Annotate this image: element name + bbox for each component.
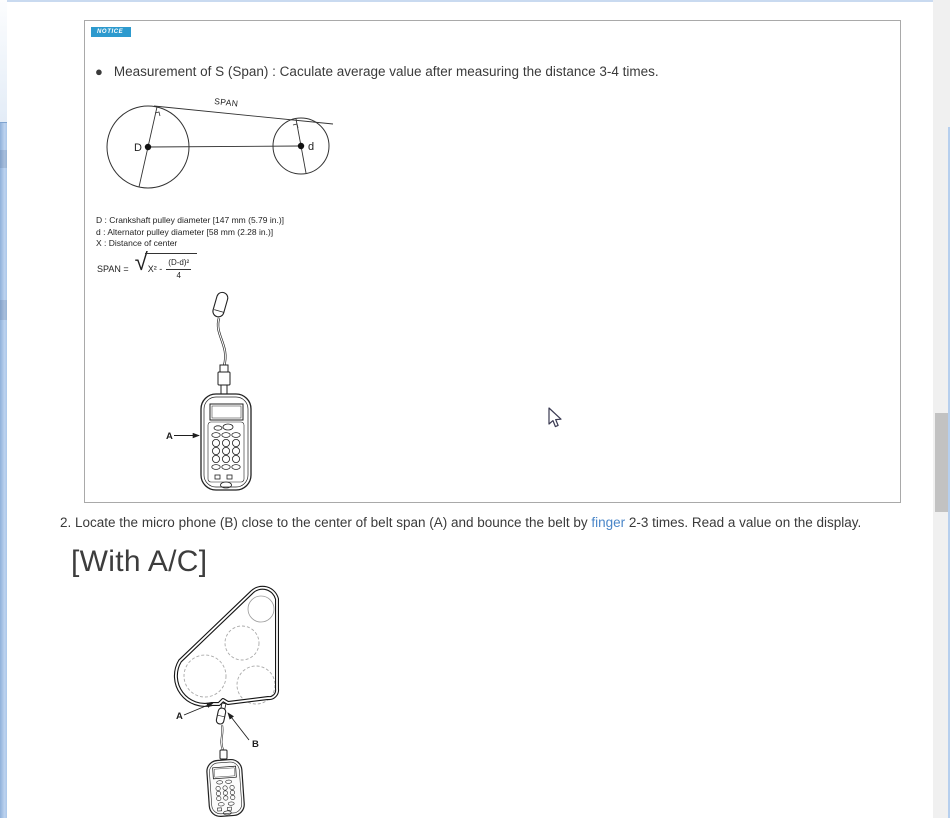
top-edge-line	[7, 0, 933, 2]
step-2-text	[60, 515, 861, 530]
definition-line: X : Distance of center	[96, 238, 178, 248]
pulley-circle-dashed	[225, 626, 259, 660]
meter-body	[206, 759, 245, 817]
left-strip-top	[0, 0, 7, 122]
radical-sign: √	[134, 249, 148, 276]
vertical-scrollbar-thumb[interactable]	[935, 413, 948, 512]
left-panel-scrollbar[interactable]	[0, 0, 7, 818]
large-pulley-label: D	[134, 142, 142, 154]
formula-lhs: SPAN =	[97, 263, 129, 274]
label-b-arrow	[228, 713, 249, 740]
pulley-span-diagram	[96, 93, 341, 201]
step-number: 2.	[60, 515, 72, 530]
ac-label-b: B	[252, 739, 259, 750]
meter-display	[210, 404, 243, 420]
span-label: SPAN	[213, 96, 239, 109]
serpentine-belt	[176, 588, 277, 705]
probe-cable	[218, 318, 225, 366]
fraction-denominator: 4	[176, 270, 181, 280]
bullet-text: Measurement of S (Span) : Caculate average value after measuring the distance 3-4 times.	[113, 64, 659, 79]
ac-label-a: A	[176, 711, 183, 722]
microphone-probe	[212, 291, 229, 318]
pulley-definitions	[96, 215, 284, 250]
left-strip-mark	[0, 300, 7, 320]
step-text-after: 2-3 times. Read a value on the display.	[625, 515, 862, 530]
formula-fraction	[166, 258, 191, 280]
mouse-cursor	[545, 406, 563, 430]
pulley-circle-dashed	[184, 655, 226, 697]
pulley-circle	[248, 596, 274, 622]
definition-line: d : Alternator pulley diameter [58 mm (2.28 in.)]	[96, 226, 274, 237]
notice-badge: NOTICE	[91, 27, 131, 37]
section-heading-with-ac: [With A/C]	[71, 545, 208, 578]
finger-link[interactable]: finger	[591, 515, 626, 530]
formula-radicand: X² -	[147, 264, 163, 275]
notice-bullet-item	[95, 62, 659, 81]
left-strip-body	[0, 122, 7, 818]
ac-belt-diagram	[150, 582, 315, 818]
left-strip-mark	[0, 150, 7, 168]
meter-label-a: A	[166, 431, 173, 442]
definition-line: D : Crankshaft pulley diameter [147 mm (5.79 in.)]	[96, 215, 285, 225]
bullet-icon: ●	[95, 64, 103, 79]
tension-meter-illustration	[160, 287, 300, 492]
small-pulley-label: d	[308, 141, 315, 153]
step-text-before: Locate the micro phone (B) close to the center of belt span (A) and bounce the belt by	[71, 515, 592, 530]
span-formula	[97, 251, 197, 280]
fraction-numerator: (D-d)²	[166, 258, 191, 270]
